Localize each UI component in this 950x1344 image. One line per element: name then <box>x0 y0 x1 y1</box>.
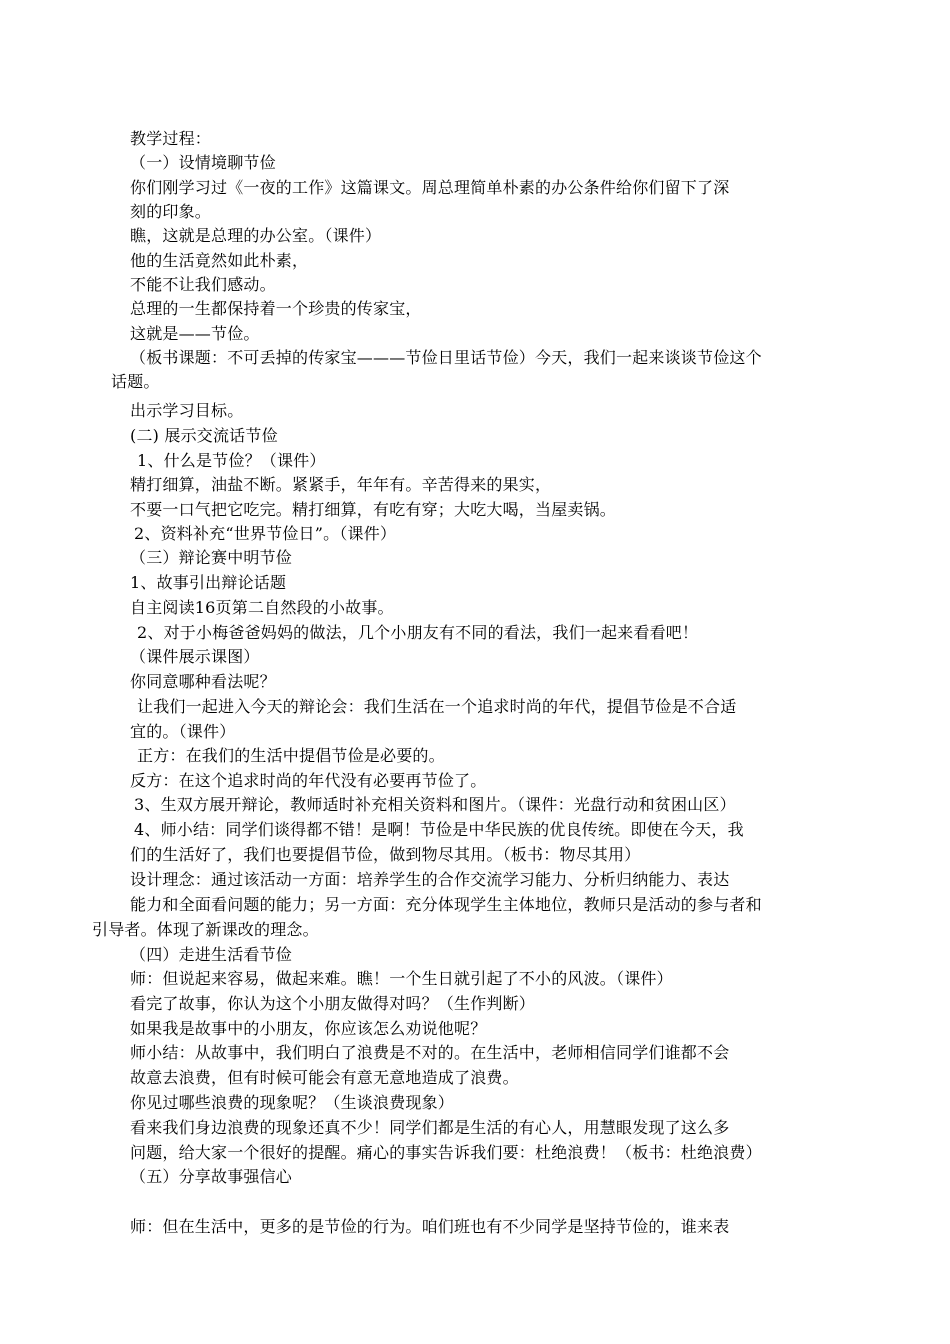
text-line: 引导者。体现了新课改的理念。 <box>92 920 319 939</box>
text-line: 你同意哪种看法呢？ <box>130 672 276 691</box>
section-heading: （一）设情境聊节俭 <box>130 153 276 172</box>
text-line: 不能不让我们感动。 <box>130 275 276 294</box>
text-line: 自主阅读16页第二自然段的小故事。 <box>130 598 394 617</box>
text-line: 问题，给大家一个很好的提醒。痛心的事实告诉我们要：杜绝浪费！（板书：杜绝浪费） <box>130 1143 762 1162</box>
text-line: 总理的一生都保持着一个珍贵的传家宝， <box>130 299 422 318</box>
text-line: 精打细算，油盐不断。紧紧手，年年有。辛苦得来的果实， <box>130 475 552 494</box>
text-line: 能力和全面看问题的能力；另一方面：充分体现学生主体地位，教师只是活动的参与者和 <box>130 895 762 914</box>
text-line: 这就是——节俭。 <box>130 324 260 343</box>
text-line: 设计理念：通过该活动一方面：培养学生的合作交流学习能力、分析归纳能力、表达 <box>130 870 730 889</box>
text-line: 师：但说起来容易，做起来难。瞧！一个生日就引起了不小的风波。（课件） <box>130 969 673 988</box>
text-line: 教学过程： <box>130 129 212 148</box>
text-line: 反方：在这个追求时尚的年代没有必要再节俭了。 <box>130 771 487 790</box>
text-line: 话题。 <box>111 372 160 391</box>
text-line: 2、对于小梅爸爸妈妈的做法，几个小朋友有不同的看法，我们一起来看看吧！ <box>137 623 699 642</box>
text-line: 你们刚学习过《一夜的工作》这篇课文。周总理简单朴素的办公条件给你们留下了深 <box>130 178 730 197</box>
text-line: 故意去浪费，但有时候可能会有意无意地造成了浪费。 <box>130 1068 519 1087</box>
text-line: 2、资料补充“世界节俭日”。（课件） <box>134 524 397 543</box>
text-line: 如果我是故事中的小朋友，你应该怎么劝说他呢？ <box>130 1019 487 1038</box>
text-line: 师小结：从故事中，我们明白了浪费是不对的。在生活中，老师相信同学们谁都不会 <box>130 1043 730 1062</box>
text-line: 师：但在生活中，更多的是节俭的行为。咱们班也有不少同学是坚持节俭的，谁来表 <box>130 1217 730 1236</box>
text-line: 你见过哪些浪费的现象呢？（生谈浪费现象） <box>130 1093 455 1112</box>
text-line: 看来我们身边浪费的现象还真不少！同学们都是生活的有心人，用慧眼发现了这么多 <box>130 1118 730 1137</box>
text-line: 不要一口气把它吃完。精打细算，有吃有穿；大吃大喝，当屋卖锅。 <box>130 500 617 519</box>
text-line: 4、师小结：同学们谈得都不错！是啊！节俭是中华民族的优良传统。即使在今天，我 <box>134 820 744 839</box>
section-heading: （五）分享故事强信心 <box>130 1167 293 1186</box>
text-line: 们的生活好了，我们也要提倡节俭，做到物尽其用。（板书：物尽其用） <box>130 845 641 864</box>
text-line: 1、故事引出辩论话题 <box>130 573 287 592</box>
text-line: （板书课题：不可丢掉的传家宝———节俭日里话节俭）今天，我们一起来谈谈节俭这个 <box>130 348 762 367</box>
section-heading: (二) 展示交流话节俭 <box>130 426 278 445</box>
text-line: （课件展示课图） <box>130 647 260 666</box>
text-line: 宜的。（课件） <box>130 722 236 741</box>
text-line: 出示学习目标。 <box>130 401 244 420</box>
section-heading: （三）辩论赛中明节俭 <box>130 548 293 567</box>
text-line: 看完了故事，你认为这个小朋友做得对吗？（生作判断） <box>130 994 536 1013</box>
section-heading: （四）走进生活看节俭 <box>130 945 293 964</box>
text-line: 让我们一起进入今天的辩论会：我们生活在一个追求时尚的年代，提倡节俭是不合适 <box>137 697 737 716</box>
text-line: 刻的印象。 <box>130 202 212 221</box>
text-line: 他的生活竟然如此朴素， <box>130 251 309 270</box>
text-line: 正方：在我们的生活中提倡节俭是必要的。 <box>137 746 445 765</box>
text-line: 3、生双方展开辩论，教师适时补充相关资料和图片。（课件：光盘行动和贫困山区） <box>134 795 736 814</box>
text-line: 瞧，这就是总理的办公室。（课件） <box>130 226 382 245</box>
text-line: 1、什么是节俭？（课件） <box>137 451 326 470</box>
